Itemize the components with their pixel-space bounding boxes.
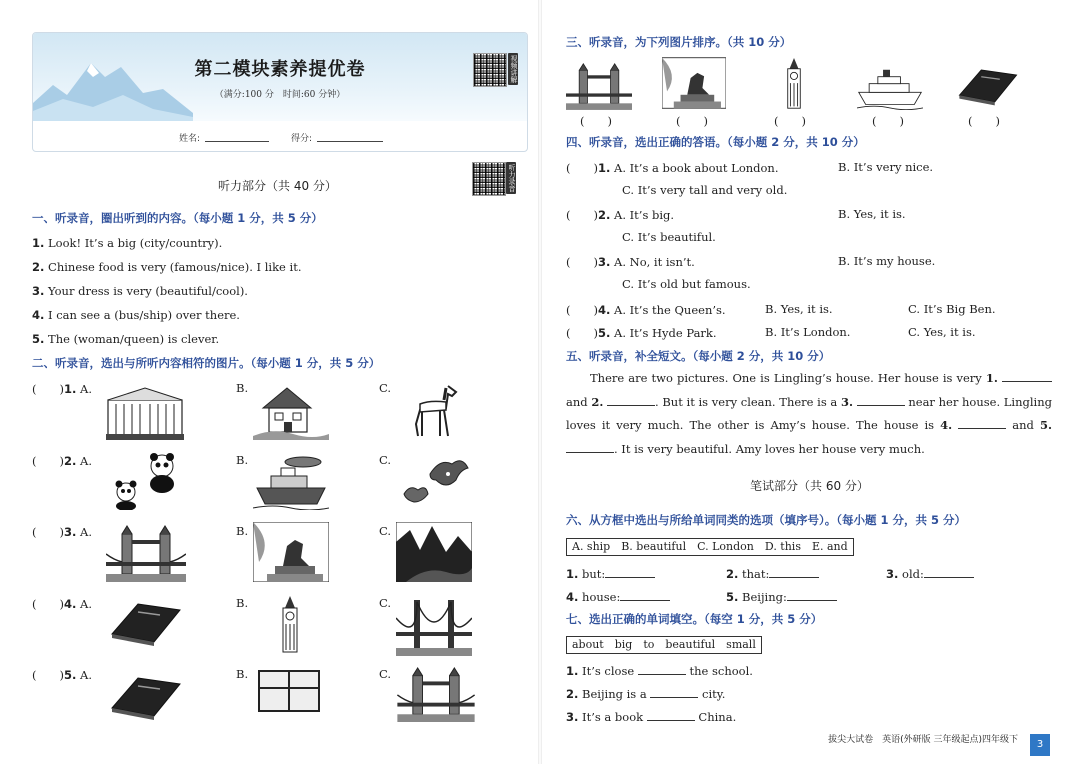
s4-q5-b: B. It’s London. [765, 325, 851, 339]
s6-item: 4. house: [566, 590, 670, 604]
s1-item: 2. Chinese food is very (famous/nice). I like it. [32, 260, 302, 274]
page-fold [538, 0, 542, 764]
video-explain-tag: 视频讲解 [510, 55, 518, 83]
s6-item: 2. that: [726, 567, 819, 581]
score-label: 得分: [291, 134, 313, 144]
s2-option-b: B. [236, 596, 249, 610]
s1-item: 4. I can see a (bus/ship) over there. [32, 308, 240, 322]
writing-part-title: 笔试部分（共 60 分） [750, 479, 869, 493]
s6-blank[interactable] [769, 567, 819, 578]
s2-row-label[interactable]: ( )3. A. [32, 525, 92, 539]
s1-item: 1. Look! It’s a big (city/country). [32, 236, 223, 250]
section-title-3: 三、听录音，为下列图片排序。（共 10 分） [566, 35, 792, 49]
s2-option-b: B. [236, 667, 249, 681]
book-icon[interactable] [956, 66, 1020, 106]
s7-blank[interactable] [647, 710, 695, 721]
s2-option-b: B. [236, 453, 249, 467]
exam-header [32, 32, 528, 152]
s7-word-box: about big to beautiful small [566, 636, 762, 654]
s2-option-c: C. [379, 667, 392, 681]
s3-answer-2[interactable]: ( ) [676, 114, 708, 128]
qr-code-icon[interactable] [473, 53, 507, 87]
listening-audio-tag: 听力录音 [508, 164, 516, 192]
s6-item: 1. but: [566, 567, 655, 581]
s2-option-c: C. [379, 524, 392, 538]
tower-bridge-icon[interactable] [396, 666, 476, 722]
s4-q1-c: C. It’s very tall and very old. [622, 183, 788, 197]
s3-answer-5[interactable]: ( ) [968, 114, 1000, 128]
score-field[interactable] [317, 141, 383, 142]
s4-q3[interactable]: ( )3. A. No, it isn’t. [566, 255, 695, 269]
s5-blank-1[interactable] [1002, 371, 1052, 382]
s7-item: 3. It’s a book China. [566, 710, 737, 724]
s4-q2-b: B. Yes, it is. [838, 207, 906, 221]
s2-row-label[interactable]: ( )5. A. [32, 668, 92, 682]
s4-q1-b: B. It’s very nice. [838, 160, 934, 174]
s4-q2[interactable]: ( )2. A. It’s big. [566, 208, 675, 222]
s2-option-b: B. [236, 524, 249, 538]
exam-meta: （满分:100 分 时间:60 分钟） [214, 90, 346, 100]
name-label: 姓名: [179, 134, 201, 144]
section-title-4: 四、听录音，选出正确的答语。（每小题 2 分，共 10 分） [566, 135, 865, 149]
s2-option-c: C. [379, 381, 392, 395]
statue-icon[interactable] [253, 522, 329, 582]
s4-q2-c: C. It’s beautiful. [622, 230, 716, 244]
s6-item: 5. Beijing: [726, 590, 837, 604]
birds-icon[interactable] [400, 454, 470, 510]
big-ben-icon[interactable] [279, 596, 301, 654]
s4-q4[interactable]: ( )4. A. It’s the Queen’s. [566, 303, 726, 317]
s2-option-b: B. [236, 381, 249, 395]
house-icon[interactable] [253, 380, 329, 440]
s4-q1[interactable]: ( )1. A. It’s a book about London. [566, 161, 779, 175]
qr-code-icon[interactable] [472, 162, 506, 196]
section-title-6: 六、从方框中选出与所给单词同类的选项（填序号）。（每小题 1 分，共 5 分） [566, 513, 967, 527]
s3-answer-4[interactable]: ( ) [872, 114, 904, 128]
s6-item: 3. old: [886, 567, 974, 581]
golden-gate-icon[interactable] [396, 598, 472, 656]
s5-passage: There are two pictures. One is Lingling’s house. Her house is very 1. and 2. . But it is very clean. There is a 3. near her house. Lingling loves it very much. The other is Amy’s house. The house is 4. and 5. . It is very beautiful. Amy loves her house very much. [566, 371, 1052, 456]
statue-icon[interactable] [662, 56, 726, 110]
window-icon[interactable] [258, 670, 320, 712]
s2-option-c: C. [379, 596, 392, 610]
s2-row-label[interactable]: ( )4. A. [32, 597, 92, 611]
cruise-ship-icon[interactable] [857, 66, 923, 110]
s3-answer-3[interactable]: ( ) [774, 114, 806, 128]
tower-bridge-icon[interactable] [106, 524, 186, 582]
s6-blank[interactable] [924, 567, 974, 578]
s4-q5-c: C. Yes, it is. [908, 325, 976, 339]
s6-blank[interactable] [605, 567, 655, 578]
s5-blank-3[interactable] [857, 395, 905, 406]
s6-blank[interactable] [620, 590, 670, 601]
s4-q3-b: B. It’s my house. [838, 254, 936, 268]
s2-row-label[interactable]: ( )2. A. [32, 454, 92, 468]
s4-q5[interactable]: ( )5. A. It’s Hyde Park. [566, 326, 717, 340]
listening-part-title: 听力部分（共 40 分） [218, 179, 337, 193]
section-title-7: 七、选出正确的单词填空。（每空 1 分，共 5 分） [566, 612, 823, 626]
tower-bridge-icon[interactable] [566, 62, 632, 110]
name-field[interactable] [205, 141, 269, 142]
big-ben-icon[interactable] [784, 58, 804, 110]
exam-title: 第二模块素养提优卷 [194, 59, 366, 80]
s4-q4-b: B. Yes, it is. [765, 302, 833, 316]
s5-blank-2[interactable] [607, 395, 655, 406]
s2-option-c: C. [379, 453, 392, 467]
s5-blank-5[interactable] [566, 442, 614, 453]
section-title-5: 五、听录音，补全短文。（每小题 2 分，共 10 分） [566, 349, 831, 363]
s6-word-box: A. ship B. beautiful C. London D. this E. and [566, 538, 854, 556]
s7-blank[interactable] [650, 687, 698, 698]
horse-icon[interactable] [408, 380, 462, 438]
s7-item: 2. Beijing is a city. [566, 687, 726, 701]
mountains-icon[interactable] [396, 522, 472, 582]
s7-blank[interactable] [638, 664, 686, 675]
palace-icon[interactable] [106, 384, 184, 440]
page-number: 3 [1030, 734, 1050, 756]
s4-q4-c: C. It’s Big Ben. [908, 302, 996, 316]
s3-answer-1[interactable]: ( ) [580, 114, 612, 128]
s5-blank-4[interactable] [958, 418, 1006, 429]
section-title-2: 二、听录音，选出与所听内容相符的图片。（每小题 1 分，共 5 分） [32, 356, 381, 370]
ship-icon[interactable] [253, 454, 329, 510]
pandas-icon[interactable] [106, 452, 186, 510]
s6-blank[interactable] [787, 590, 837, 601]
s2-row-label[interactable]: ( )1. A. [32, 382, 92, 396]
footer-text: 拔尖大试卷 英语(外研版 三年级起点)四年级下 [828, 735, 1018, 745]
s1-item: 5. The (woman/queen) is clever. [32, 332, 220, 346]
book-icon[interactable] [108, 674, 184, 720]
section-title-1: 一、听录音，圈出听到的内容。（每小题 1 分，共 5 分） [32, 211, 323, 225]
s4-q3-c: C. It’s old but famous. [622, 277, 751, 291]
s1-item: 3. Your dress is very (beautiful/cool). [32, 284, 248, 298]
s7-item: 1. It’s close the school. [566, 664, 753, 678]
book-icon[interactable] [108, 600, 184, 646]
